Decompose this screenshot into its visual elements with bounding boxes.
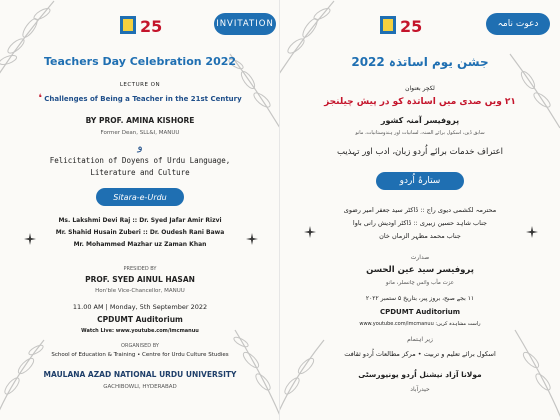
lecture-on-label: LECTURE ON: [119, 82, 161, 88]
felicitation-line-2: Literature and Culture: [90, 168, 190, 177]
organisers: School of Education & Training • Centre for Urdu Culture Studies: [51, 352, 229, 358]
felicitation: اعتراف خدمات برائے اُردو زبان، ادب اور تہذیب: [336, 147, 504, 157]
honorees-line-3: Mr. Mohammed Mazhar uz Zaman Khan: [73, 241, 207, 248]
urdu-invitation-page: [280, 0, 560, 420]
watch-live-link[interactable]: www.youtube.com/imcmanuu :راست مشاہدہ کریں: [359, 321, 481, 327]
presided-by-label: PRESIDED BY: [123, 266, 157, 272]
sparkle-star-icon: [24, 233, 36, 245]
invitation-tag: دعوت نامہ: [486, 13, 550, 35]
speaker-name: BY PROF. AMINA KISHORE: [85, 116, 195, 125]
sparkle-star-icon: [304, 226, 316, 238]
event-datetime: 11.00 AM | Monday, 5th September 2022: [72, 303, 208, 311]
speaker-role: سابق ڈین، اسکول برائے السنہ، لسانیات اور ہندوستانیات، مانو: [355, 130, 485, 136]
honorees-line-2: Mr. Shahid Husain Zuberi :: Dr. Oudesh Rani Bawa: [55, 229, 225, 236]
manuu-25-years-logo: [380, 14, 424, 36]
university-name: مولانا آزاد نیشنل اُردو یونیورسٹی: [358, 370, 482, 379]
university-name: MAULANA AZAD NATIONAL URDU UNIVERSITY: [43, 370, 237, 379]
presided-by-label: صدارت: [410, 254, 430, 261]
president-name: PROF. SYED AINUL HASAN: [85, 275, 195, 284]
svg-text:25: 25: [400, 17, 423, 36]
sparkle-star-icon: [246, 233, 258, 245]
lecture-title-text: Challenges of Being a Teacher in the 21st Century: [44, 95, 242, 103]
svg-text:25: 25: [140, 17, 163, 36]
lecture-title: [0, 93, 280, 104]
honorees-line-1: Ms. Lakshmi Devi Raj :: Dr. Syed Jafar Amir Rizvi: [58, 217, 222, 224]
honorees-line-1: محترمہ لکشمی دیوی راج :: ڈاکٹر سید جعفر امیر رضوی: [343, 206, 497, 214]
sparkle-star-icon: [526, 226, 538, 238]
watch-live-link[interactable]: Watch Live: www.youtube.com/imcmanuu: [81, 328, 199, 334]
event-venue: CPDUMT Auditorium: [379, 308, 461, 316]
university-location: GACHIBOWLI, HYDERABAD: [103, 384, 177, 390]
organised-by-label: ORGANISED BY: [121, 343, 159, 349]
felicitation-line-1: Felicitation of Doyens of Urdu Language,: [49, 156, 231, 165]
honorees-line-3: جناب محمد مظہر الزماں خان: [379, 232, 461, 240]
speaker-role: Former Dean, SLL&I, MANUU: [100, 130, 180, 136]
and-separator: و: [137, 140, 143, 153]
open-quote-icon: ❛: [38, 93, 42, 104]
president-role: عزت مآب وائس چانسلر، مانو: [385, 280, 455, 286]
organised-by-label: زیر اہتمام: [407, 336, 433, 343]
president-name: پروفیسر سید عین الحسن: [366, 265, 474, 275]
manuu-25-years-logo: [120, 14, 164, 36]
lecture-on-label: لکچر بعنوان: [405, 85, 435, 92]
sitara-e-urdu-badge: Sitara-e-Urdu: [96, 188, 184, 206]
lecture-title: ۲۱ ویں صدی میں اساتذہ کو در پیش چیلنجز: [324, 97, 516, 107]
sitara-e-urdu-badge: ستارۂ اُردو: [376, 172, 464, 190]
invitation-tag: INVITATION: [214, 13, 276, 35]
event-datetime: ۱۱ بجے صبح، بروز پیر، بتاریخ ۵ ستمبر ۲۰۲۲: [365, 295, 475, 302]
university-location: حیدرآباد: [410, 386, 430, 393]
honorees-line-2: جناب شاہد حسین زبیری :: ڈاکٹر اودیش رانی باوا: [352, 219, 488, 227]
speaker-name: پروفیسر آمنہ کشور: [380, 116, 460, 125]
event-title: Teachers Day Celebration 2022: [43, 55, 237, 68]
organisers: اسکول برائے تعلیم و تربیت • مرکز مطالعات اُردو ثقافت: [344, 350, 496, 358]
event-title: جشن یوم اساتذہ 2022: [351, 55, 489, 69]
event-venue: CPDUMT Auditorium: [97, 315, 183, 324]
president-role: Hon'ble Vice-Chancellor, MANUU: [95, 288, 185, 294]
